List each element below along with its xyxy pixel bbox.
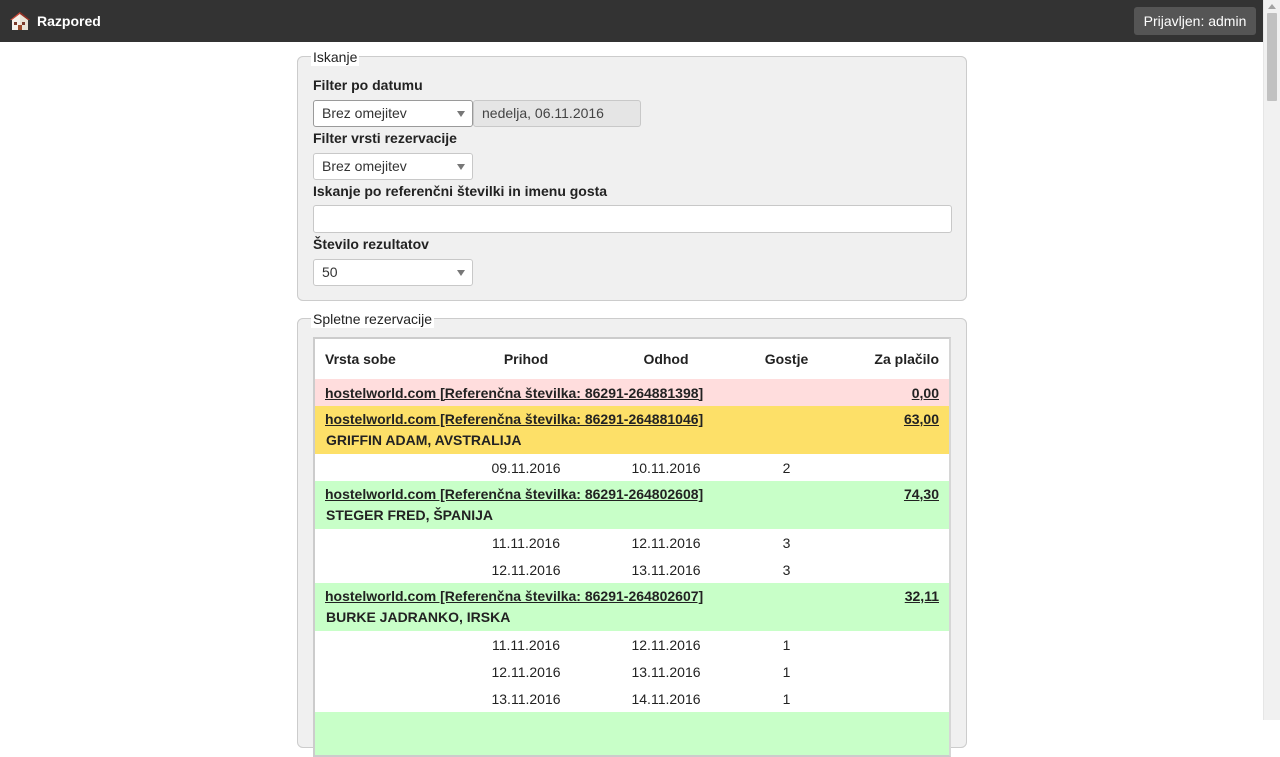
reservation-row <box>315 379 949 406</box>
brand-link[interactable] <box>8 9 101 33</box>
reservation-row <box>315 583 949 631</box>
search-panel <box>297 49 967 301</box>
query-label: Iskanje po referenčni številki in imenu gosta <box>313 183 608 199</box>
reservation-row-partial <box>315 712 949 757</box>
amount-link[interactable]: 63,00 <box>903 411 939 427</box>
type-filter-label: Filter vrsti rezervacije <box>313 130 457 146</box>
arrival-cell: 11.11.2016 <box>492 534 560 551</box>
column-header: Gostje <box>764 351 809 367</box>
guests-cell: 3 <box>782 561 791 578</box>
reservation-row <box>315 481 949 529</box>
page-scrollbar[interactable] <box>1263 0 1280 720</box>
guest-name: BURKE JADRANKO, IRSKA <box>326 609 511 625</box>
departure-cell: 13.11.2016 <box>631 663 701 680</box>
departure-cell: 14.11.2016 <box>631 690 701 707</box>
scroll-up-icon[interactable] <box>1268 4 1276 9</box>
date-filter-value: Brez omejitev <box>322 105 407 121</box>
date-filter-select[interactable] <box>313 100 473 127</box>
amount-link[interactable]: 32,11 <box>904 588 939 604</box>
guests-cell: 2 <box>782 459 791 476</box>
departure-cell: 12.11.2016 <box>631 534 701 551</box>
night-row <box>315 685 949 712</box>
app-name: Razpored <box>37 13 101 29</box>
arrival-cell: 13.11.2016 <box>491 690 561 707</box>
amount-cell <box>838 631 949 658</box>
night-row <box>315 631 949 658</box>
reservation-link[interactable]: hostelworld.com [Referenčna številka: 86291-264802608] <box>325 486 704 502</box>
table-header-row <box>315 339 949 379</box>
arrival-cell: 09.11.2016 <box>491 459 561 476</box>
room-type-cell <box>315 529 455 556</box>
reservation-row <box>315 406 949 454</box>
caret-down-icon <box>457 270 465 276</box>
reservations-table-container <box>313 337 951 757</box>
results-count-label: Število rezultatov <box>313 236 429 252</box>
search-input[interactable] <box>313 205 952 233</box>
room-type-cell <box>315 685 455 712</box>
room-type-cell <box>315 631 455 658</box>
date-field[interactable]: nedelja, 06.11.2016 <box>473 100 641 127</box>
reservation-link[interactable]: hostelworld.com [Referenčna številka: 86291-264802607] <box>325 588 704 604</box>
results-count-select[interactable] <box>313 259 473 286</box>
room-type-cell <box>315 556 455 583</box>
night-row <box>315 556 949 583</box>
room-type-cell <box>315 454 455 481</box>
amount-cell <box>838 529 949 556</box>
departure-cell: 10.11.2016 <box>631 459 701 476</box>
guest-name: GRIFFIN ADAM, AVSTRALIJA <box>326 432 522 448</box>
night-row <box>315 658 949 685</box>
reservations-table <box>315 339 949 757</box>
results-legend: Spletne rezervacije <box>313 311 433 327</box>
amount-link[interactable]: 0,00 <box>911 384 939 401</box>
arrival-cell: 11.11.2016 <box>492 636 560 653</box>
column-header: Prihod <box>503 351 549 367</box>
logged-in-user-button[interactable]: Prijavljen: admin <box>1134 7 1256 35</box>
amount-cell <box>838 454 949 481</box>
night-row <box>315 454 949 481</box>
search-legend: Iskanje <box>313 49 358 65</box>
arrival-cell: 12.11.2016 <box>491 561 561 578</box>
column-header: Za plačilo <box>874 351 939 367</box>
column-header: Odhod <box>643 351 689 367</box>
date-filter-label: Filter po datumu <box>313 77 423 93</box>
amount-cell <box>838 658 949 685</box>
type-filter-select[interactable] <box>313 153 473 180</box>
room-type-cell <box>315 658 455 685</box>
guests-cell: 3 <box>782 534 791 551</box>
results-count-value: 50 <box>322 264 338 280</box>
departure-cell: 13.11.2016 <box>631 561 701 578</box>
amount-link[interactable]: 74,30 <box>903 486 939 502</box>
amount-cell <box>838 685 949 712</box>
guests-cell: 1 <box>782 636 791 653</box>
reservations-body <box>315 379 949 757</box>
caret-down-icon <box>457 164 465 170</box>
caret-down-icon <box>457 111 465 117</box>
departure-cell: 12.11.2016 <box>631 636 701 653</box>
guests-cell: 1 <box>782 663 791 680</box>
reservation-link[interactable]: hostelworld.com [Referenčna številka: 86291-264881398] <box>325 384 704 401</box>
results-panel <box>297 311 967 748</box>
guest-name: STEGER FRED, ŠPANIJA <box>326 507 493 523</box>
top-bar <box>0 0 1280 42</box>
type-filter-value: Brez omejitev <box>322 158 407 174</box>
scroll-thumb[interactable] <box>1267 13 1277 101</box>
column-header: Vrsta sobe <box>325 351 396 367</box>
hotel-icon <box>8 9 32 33</box>
arrival-cell: 12.11.2016 <box>491 663 561 680</box>
reservation-link[interactable]: hostelworld.com [Referenčna številka: 86291-264881046] <box>325 411 704 427</box>
amount-cell <box>838 556 949 583</box>
guests-cell: 1 <box>782 690 791 707</box>
night-row <box>315 529 949 556</box>
